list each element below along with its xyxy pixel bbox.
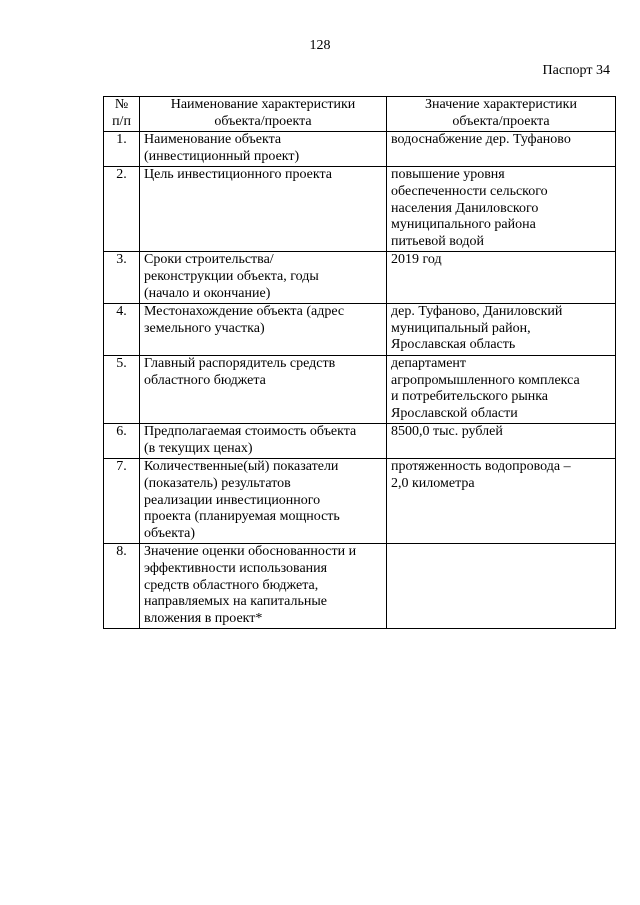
table-row — [104, 132, 616, 167]
row-number: 3. — [104, 252, 140, 304]
table-row — [104, 544, 616, 629]
table-row — [104, 252, 616, 304]
passport-table — [103, 96, 616, 629]
row-value: департамент агропромышленного комплекса и потребительского рынка Ярославской области — [387, 355, 616, 423]
row-number: 5. — [104, 355, 140, 423]
table-row — [104, 304, 616, 356]
row-value: 8500,0 тыс. рублей — [387, 424, 616, 459]
row-name: Предполагаемая стоимость объекта (в текущих ценах) — [140, 424, 387, 459]
row-value: 2019 год — [387, 252, 616, 304]
row-value: протяженность водопровода – 2,0 километра — [387, 459, 616, 544]
row-value: водоснабжение дер. Туфаново — [387, 132, 616, 167]
row-number: 4. — [104, 304, 140, 356]
row-name: Сроки строительства/ реконструкции объекта, годы (начало и окончание) — [140, 252, 387, 304]
header-name: Наименование характеристики объекта/проекта — [140, 97, 387, 132]
header-num: № п/п — [104, 97, 140, 132]
row-number: 7. — [104, 459, 140, 544]
row-name: Цель инвестиционного проекта — [140, 167, 387, 252]
row-name: Главный распорядитель средств областного бюджета — [140, 355, 387, 423]
row-number: 8. — [104, 544, 140, 629]
header-value: Значение характеристики объекта/проекта — [387, 97, 616, 132]
row-value — [387, 544, 616, 629]
row-number: 2. — [104, 167, 140, 252]
table-row — [104, 424, 616, 459]
row-name: Местонахождение объекта (адрес земельного участка) — [140, 304, 387, 356]
table-row — [104, 459, 616, 544]
page-number: 128 — [309, 38, 331, 53]
table-header-row — [104, 97, 616, 132]
row-name: Наименование объекта (инвестиционный проект) — [140, 132, 387, 167]
row-value: дер. Туфаново, Даниловский муниципальный район, Ярославская область — [387, 304, 616, 356]
row-number: 6. — [104, 424, 140, 459]
row-name: Количественные(ый) показатели (показатель) результатов реализации инвестиционного проекта (планируемая мощность объекта) — [140, 459, 387, 544]
row-value: повышение уровня обеспеченности сельского населения Даниловского муниципального района питьевой водой — [387, 167, 616, 252]
table-row — [104, 355, 616, 423]
row-number: 1. — [104, 132, 140, 167]
passport-label: Паспорт 34 — [542, 63, 610, 78]
row-name: Значение оценки обоснованности и эффективности использования средств областного бюджета, направляемых на капитальные вложения в проект* — [140, 544, 387, 629]
table-row — [104, 167, 616, 252]
